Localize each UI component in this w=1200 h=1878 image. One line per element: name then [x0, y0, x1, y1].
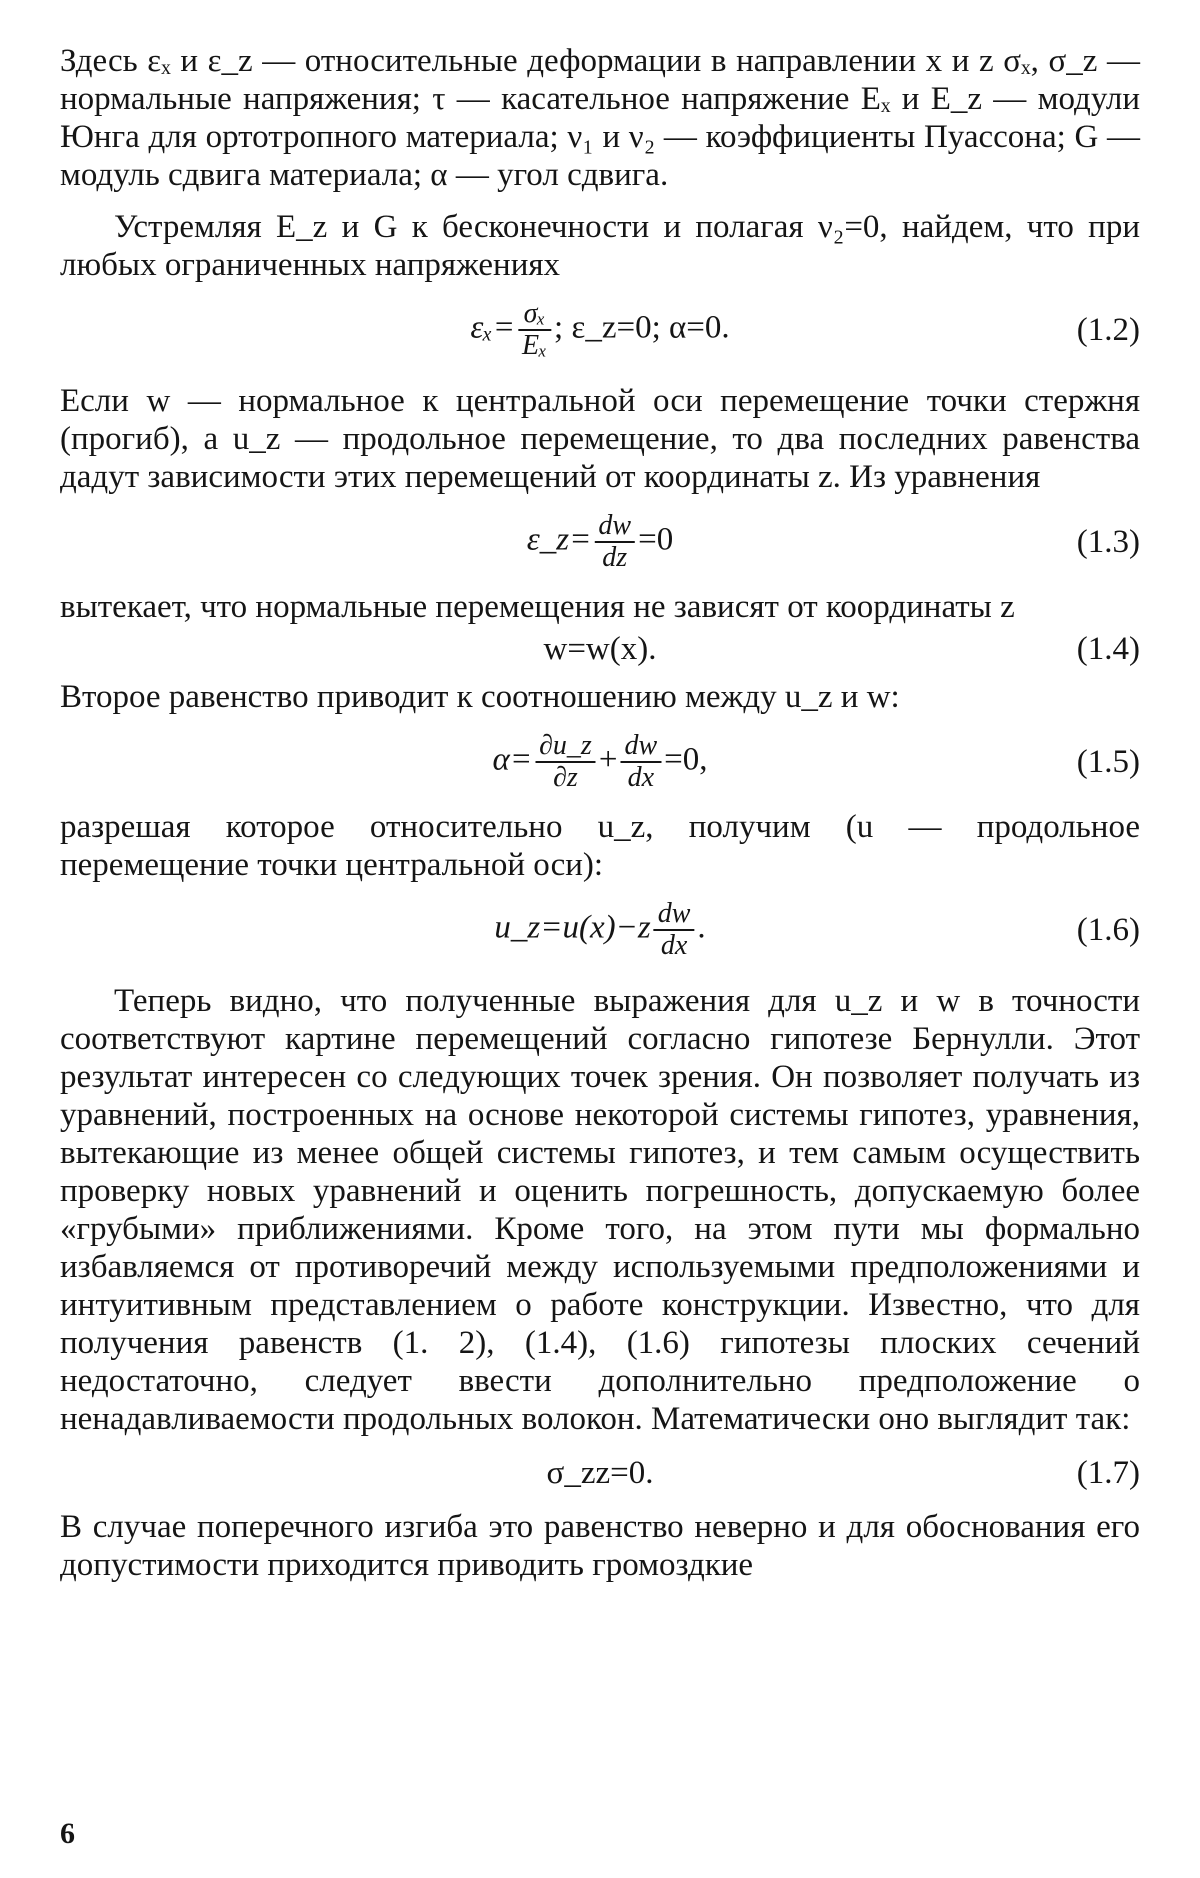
eq15-denominator-2: dx [627, 762, 655, 793]
paragraph-bernoulli: Теперь видно, что полученные выражения для u_z и w в точности соответствуют картине перемещений согласно гипотезе Бернулли. Этот результат интересен со следующих точек зрения. Он позволяет получать из уравнений, построенных на основе некоторой системы гипотез, уравнения, вытекающие из менее общей системы гипотез, и тем самым осуществить проверку новых уравнений и оценить погрешность, допускаемую более «грубыми» приближениями. Кроме того, на этом пути мы формально избавляемся от противоречий между используемыми предположениями и интуитивным представлением о работе конструкции. Известно, что для получения равенств (1. 2), (1.4), (1.6) гипотезы плоских сечений недостаточно, следует ввести дополнительно предположение о ненадавливаемости продольных волокон. Математически оно выглядит так: [60, 983, 1140, 1437]
page-body [60, 42, 1140, 1584]
eq13-fraction [594, 511, 635, 573]
eq13-numerator: dw [594, 511, 635, 543]
equation-1-6-formula [494, 899, 705, 961]
paragraph-definitions: Здесь εₓ и ε_z — относительные деформации в направлении x и z σₓ, σ_z — нормальные напряжения; τ — касательное напряжение Eₓ и E_z — модули Юнга для ортотропного материала; ν₁ и ν₂ — коэффициенты Пуассона; G — модуль сдвига материала; α — угол сдвига. [60, 43, 1140, 193]
eq16-numerator: dw [654, 899, 695, 931]
eq15-numerator-2: dw [620, 731, 661, 763]
equation-1-2 [60, 284, 1140, 376]
paragraph-second-equality: Второе равенство приводит к соотношению между u_z и w: [60, 679, 900, 715]
equation-number-1-4: (1.4) [1076, 631, 1140, 667]
equation-number-1-7: (1.7) [1076, 1455, 1140, 1491]
page-number: 6 [60, 1817, 75, 1850]
eq12-denominator: Eₓ [521, 330, 548, 361]
eq12-numerator: σₓ [518, 299, 551, 331]
eq13-lhs: ε_z= [526, 521, 592, 558]
equation-1-5-formula [492, 731, 707, 793]
equation-number-1-5: (1.5) [1076, 744, 1140, 780]
paragraph-normal-displacement: вытекает, что нормальные перемещения не зависят от координаты z [60, 589, 1015, 625]
eq12-fraction [518, 299, 551, 361]
equation-1-4 [60, 626, 1140, 672]
equation-number-1-6: (1.6) [1076, 912, 1140, 948]
equation-1-4-formula: w=w(x). [543, 631, 657, 667]
eq12-lhs: εₓ= [470, 309, 515, 346]
paragraph-transverse-bending: В случае поперечного изгиба это равенство неверно и для обоснования его допустимости приходится приводить громоздкие [60, 1509, 1140, 1583]
eq16-denominator: dx [660, 930, 688, 961]
equation-1-5 [60, 716, 1140, 808]
eq15-lhs: α= [492, 741, 533, 778]
eq13-denominator: dz [602, 542, 628, 573]
eq16-rest: . [697, 909, 706, 946]
equation-1-2-formula [470, 299, 729, 361]
paragraph-solving: разрешая которое относительно u_z, получим (u — продольное перемещение точки центральной оси): [60, 809, 1140, 883]
equation-1-7 [60, 1438, 1140, 1508]
eq15-fraction-1 [535, 731, 596, 793]
equation-number-1-2: (1.2) [1076, 312, 1140, 348]
paragraph-displacement: Если w — нормальное к центральной оси перемещение точки стержня (прогиб), а u_z — продольное перемещение, то два последних равенства дадут зависимости этих перемещений от координаты z. Из уравнения [60, 383, 1140, 495]
eq13-rest: =0 [638, 521, 674, 558]
eq15-denominator-1: ∂z [553, 762, 578, 793]
equation-1-7-formula: σ_zz=0. [546, 1455, 654, 1491]
equation-number-1-3: (1.3) [1076, 524, 1140, 560]
eq15-fraction-2 [620, 731, 661, 793]
eq16-fraction [654, 899, 695, 961]
eq16-lhs: u_z=u(x)−z [494, 909, 651, 946]
eq15-numerator-1: ∂u_z [535, 731, 596, 763]
eq12-rest: ; ε_z=0; α=0. [554, 309, 730, 346]
equation-1-3-formula [527, 511, 673, 573]
eq15-rest: =0, [664, 741, 708, 778]
equation-1-6 [60, 884, 1140, 976]
paragraph-limit: Устремляя E_z и G к бесконечности и полагая ν₂=0, найдем, что при любых ограниченных напряжениях [60, 209, 1140, 283]
eq15-plus: + [598, 741, 618, 778]
equation-1-3 [60, 496, 1140, 588]
